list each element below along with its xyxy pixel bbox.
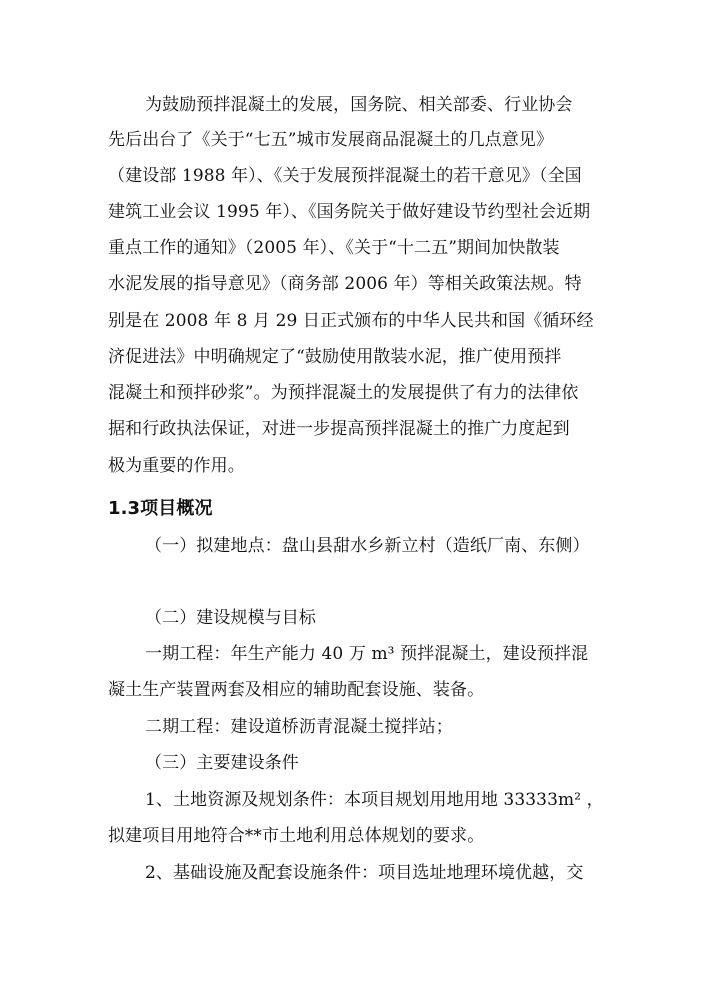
paragraph-line: 混凝土和预拌砂浆”。为预拌混凝土的发展提供了有力的法律依 — [108, 383, 579, 403]
section-heading: 1.3项目概况 — [108, 498, 213, 519]
paragraph-line: 济促进法》中明确规定了“鼓励使用散装水泥，推广使用预拌 — [108, 347, 562, 367]
condition1-line: 1、土地资源及规划条件：本项目规划用地用地 33333m² ， — [145, 790, 604, 810]
scale-heading: （二）建设规模与目标 — [145, 608, 316, 628]
phase1-line: 凝土生产装置两套及相应的辅助配套设施、装备。 — [108, 680, 485, 700]
paragraph-line: （建设部 1988 年）、《关于发展预拌混凝土的若干意见》（全国 — [108, 166, 582, 186]
paragraph-line: 为鼓励预拌混凝土的发展，国务院、相关部委、行业协会 — [145, 95, 573, 115]
paragraph-line: 据和行政执法保证，对进一步提高预拌混凝土的推广力度起到 — [108, 419, 570, 439]
paragraph-line: 建筑工业会议 1995 年）、《国务院关于做好建设节约型社会近期 — [108, 202, 591, 222]
phase1-line: 一期工程：年生产能力 40 万 m³ 预拌混凝土，建设预拌混 — [145, 644, 589, 664]
phase2-line: 二期工程：建设道桥沥青混凝土搅拌站； — [145, 717, 453, 737]
paragraph-line: 先后出台了《关于“七五”城市发展商品混凝土的几点意见》 — [108, 130, 554, 150]
paragraph-line: 别是在 2008 年 8 月 29 日正式颁布的中华人民共和国《循环经 — [108, 311, 594, 331]
location-line: （一）拟建地点：盘山县甜水乡新立村（造纸厂南、东侧） — [145, 536, 590, 556]
condition2-line: 2、基础设施及配套设施条件：项目选址地理环境优越，交 — [145, 863, 584, 883]
paragraph-line: 极为重要的作用。 — [108, 456, 245, 476]
paragraph-line: 水泥发展的指导意见》（商务部 2006 年）等相关政策法规。特 — [108, 274, 582, 294]
conditions-heading: （三）主要建设条件 — [145, 753, 299, 773]
condition1-line: 拟建项目用地符合**市土地利用总体规划的要求。 — [108, 826, 485, 846]
paragraph-line: 重点工作的通知》（2005 年）、《关于“十二五”期间加快散装 — [108, 238, 560, 258]
